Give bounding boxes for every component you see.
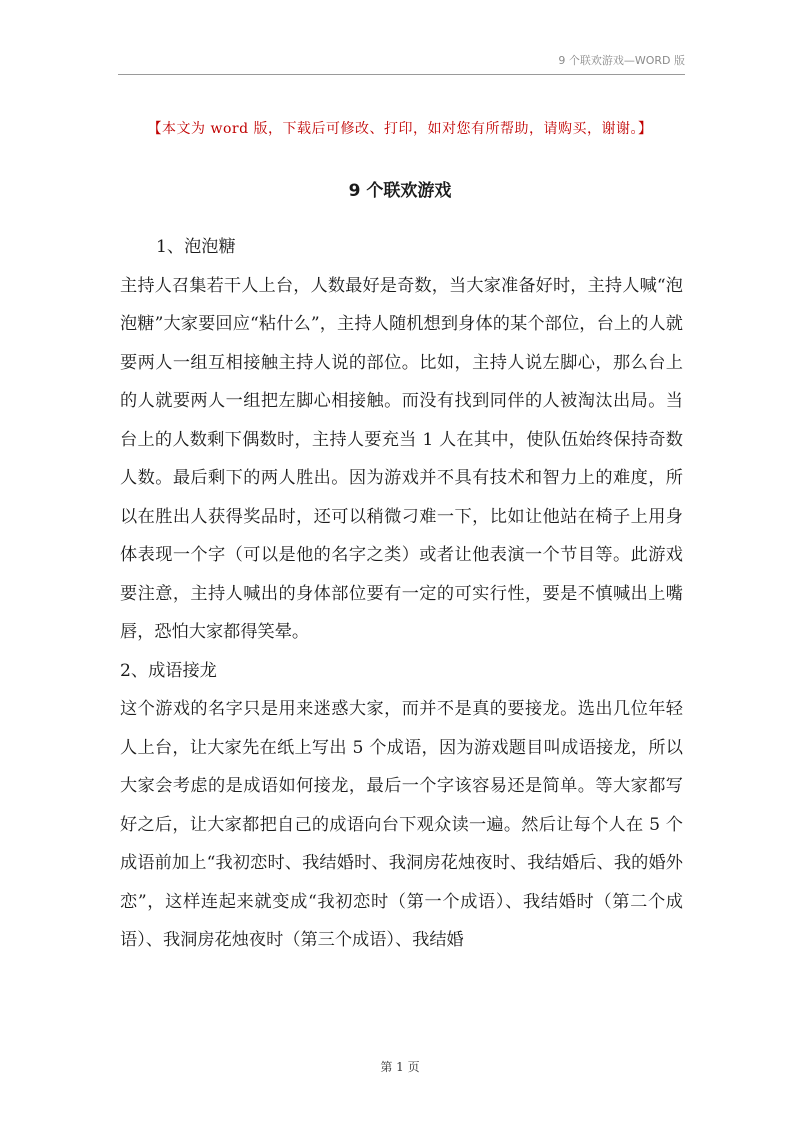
notice-close-bracket: 】 <box>637 121 653 137</box>
section-paragraph: 主持人召集若干人上台，人数最好是奇数，当大家准备好时，主持人喊“泡泡糖”大家要回应“粘什么”，主持人随机想到身体的某个部位，台上的人就要两人一组互相接触主持人说的部位。比如，主持人说左脚心，那么台上的人就要两人一组把左脚心相接触。而没有找到同伴的人被淘汰出局。当台上的人数剩下偶数时，主持人要充当 1 人在其中，使队伍始终保持奇数人数。最后剩下的两人胜出。因为游戏并不具有技术和智力上的难度，所以在胜出人获得奖品时，还可以稍微刁难一下，比如让他站在椅子上用身体表现一个字（可以是他的名字之类）或者让他表演一个节目等。此游戏要注意，主持人喊出的身体部位要有一定的可实行性，要是不慎喊出上嘴唇，恐怕大家都得笑晕。 <box>120 275 683 642</box>
page-footer <box>0 1058 800 1075</box>
download-notice <box>0 118 800 138</box>
notice-open-bracket: 【 <box>147 121 163 137</box>
document-title: 9 个联欢游戏 <box>348 181 452 201</box>
document-body <box>120 228 683 960</box>
section-heading: 2、成语接龙 <box>120 660 217 681</box>
page-header <box>118 52 685 75</box>
header-text: 9 个联欢游戏—WORD 版 <box>558 54 685 67</box>
notice-text: 本文为 word 版，下载后可修改、打印，如对您有所帮助，请购买，谢谢。 <box>162 121 638 137</box>
section-heading: 1、泡泡糖 <box>156 237 236 257</box>
footer-prefix: 第 <box>380 1060 393 1074</box>
section-paragraph: 这个游戏的名字只是用来迷惑大家，而并不是真的要接龙。选出几位年轻人上台，让大家先在纸上写出 5 个成语，因为游戏题目叫成语接龙，所以大家会考虑的是成语如何接龙，最后一个字该容易还是简单。等大家都写好之后，让大家都把自己的成语向台下观众读一遍。然后让每个人在 5 个成语前加上“我初恋时、我结婚时、我洞房花烛夜时、我结婚后、我的婚外恋”，这样连起来就变成“我初恋时（第一个成语）、我结婚时（第二个成语）、我洞房花烛夜时（第三个成语）、我结婚 <box>120 699 683 950</box>
footer-suffix: 页 <box>407 1060 420 1074</box>
page-number: 1 <box>396 1060 404 1074</box>
